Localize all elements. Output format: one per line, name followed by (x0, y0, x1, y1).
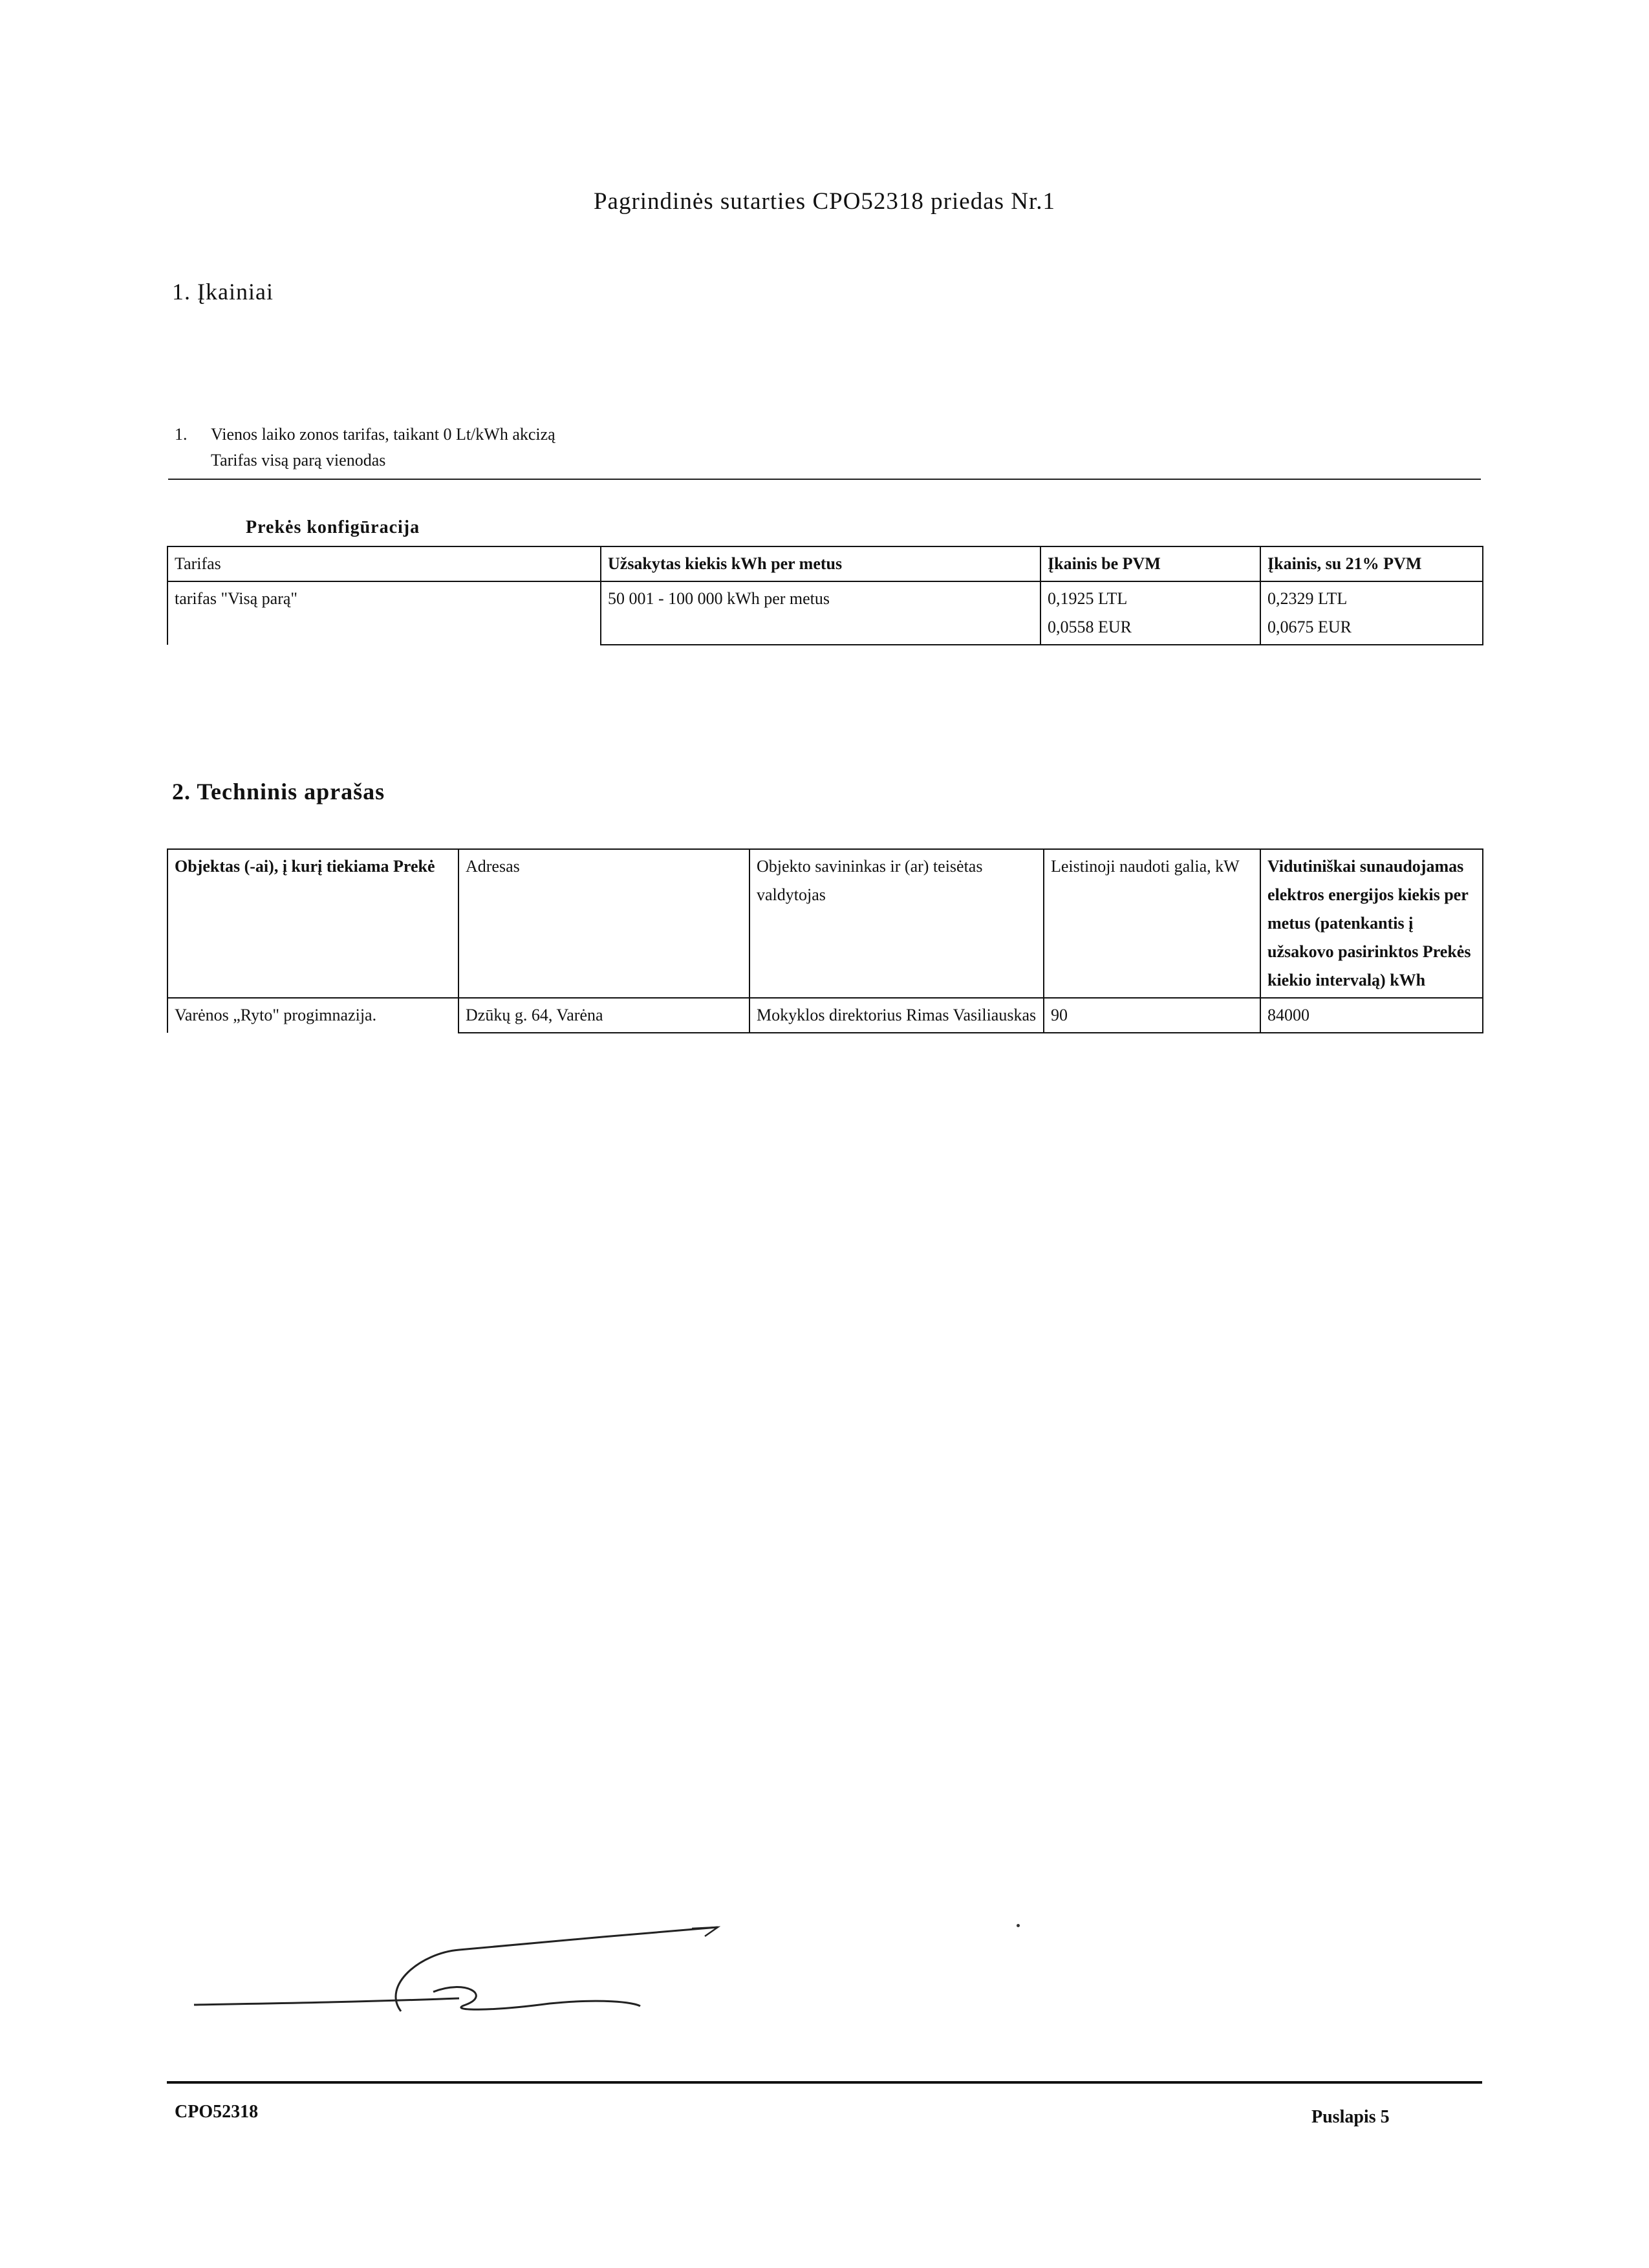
footer-divider (167, 2081, 1482, 2084)
object-cell: Varėnos „Ryto" progimnazija. (167, 998, 458, 1033)
price-ex-vat-eur: 0,0558 EUR (1048, 618, 1132, 636)
price-table (167, 546, 1483, 645)
table-header-cell: Objektas (-ai), į kurį tiekiama Prekė (167, 849, 458, 998)
table-header-cell: Užsakytas kiekis kWh per metus (601, 546, 1040, 581)
table-header-cell: Objekto savininkas ir (ar) teisėtas valdytojas (749, 849, 1044, 998)
address-cell: Dzūkų g. 64, Varėna (458, 998, 749, 1033)
product-config-label: Prekės konfigūracija (246, 517, 420, 537)
signature-image (188, 1914, 744, 2018)
divider (168, 479, 1481, 480)
price-ex-vat-cell (1040, 581, 1260, 645)
item-text: Vienos laiko zonos tarifas, taikant 0 Lt/kWh akcizą (211, 425, 555, 444)
table-header-cell: Tarifas (167, 546, 601, 581)
consumption-cell: 84000 (1260, 998, 1483, 1033)
table-header-cell: Įkainis, su 21% PVM (1260, 546, 1483, 581)
price-inc-vat-cell (1260, 581, 1483, 645)
table-header-cell: Įkainis be PVM (1040, 546, 1260, 581)
footer-page-number: Puslapis 5 (1311, 2107, 1390, 2127)
footer-contract-number: CPO52318 (175, 2102, 259, 2122)
document-title: Pagrindinės sutarties CPO52318 priedas Nr.1 (593, 188, 1056, 215)
table-header-cell: Vidutiniškai sunaudojamas elektros energijos kiekis per metus (patenkantis į užsakovo pasirinktos Prekės kiekio intervalą) kWh (1260, 849, 1483, 998)
table-row (167, 998, 1483, 1033)
item-number: 1. (175, 425, 188, 444)
owner-cell: Mokyklos direktorius Rimas Vasiliauskas (749, 998, 1044, 1033)
quantity-cell: 50 001 - 100 000 kWh per metus (601, 581, 1040, 645)
table-header-cell: Leistinoji naudoti galia, kW (1044, 849, 1260, 998)
table-header-row (167, 546, 1483, 581)
table-header-row (167, 849, 1483, 998)
section-2-heading: 2. Techninis aprašas (172, 779, 385, 805)
tariff-description (175, 422, 555, 473)
tariff-cell: tarifas "Visą parą" (167, 581, 601, 645)
price-ex-vat-ltl: 0,1925 LTL (1048, 589, 1128, 608)
item-subtext: Tarifas visą parą vienodas (211, 451, 386, 470)
power-cell: 90 (1044, 998, 1260, 1033)
price-inc-vat-eur: 0,0675 EUR (1267, 618, 1352, 636)
table-header-cell: Adresas (458, 849, 749, 998)
table-row (167, 581, 1483, 645)
section-1-heading: 1. Įkainiai (172, 279, 274, 305)
scan-speck (1017, 1924, 1020, 1927)
price-inc-vat-ltl: 0,2329 LTL (1267, 589, 1348, 608)
technical-table (167, 848, 1483, 1033)
